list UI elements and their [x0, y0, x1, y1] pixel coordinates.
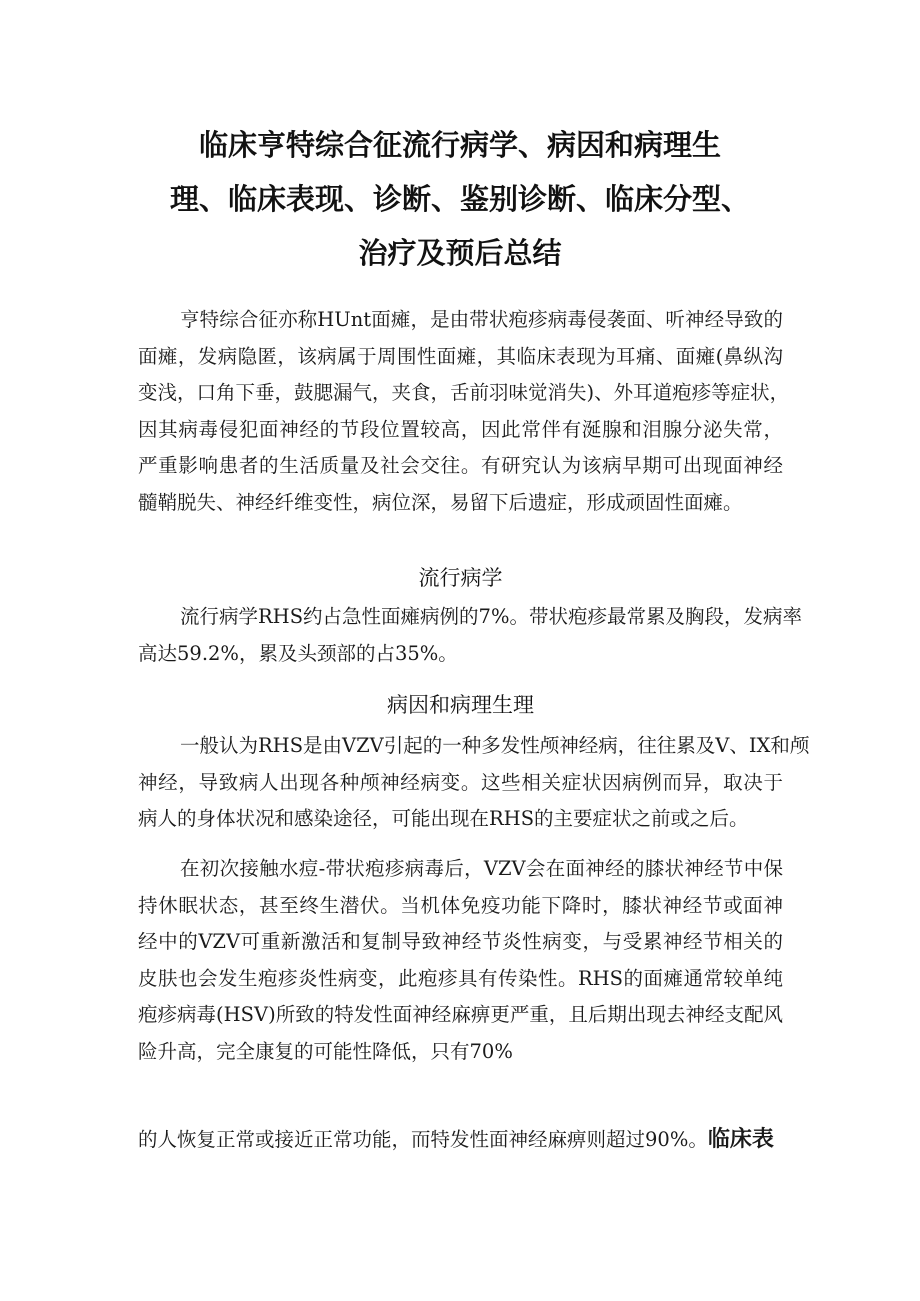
document-title: [100, 118, 820, 280]
etiology-paragraph-1: [138, 728, 810, 838]
paragraph-line: 严重影响患者的生活质量及社会交往。有研究认为该病早期可出现面神经: [138, 454, 783, 477]
paragraph-line: 流行病学RHS约占急性面瘫病例的7%。带状疱疹最常累及胸段，发病率: [180, 605, 802, 628]
paragraph-line: 病人的身体状况和感染途径，可能出现在RHS的主要症状之前或之后。: [138, 807, 749, 830]
paragraph-line: 高达59.2%，累及头颈部的占35%。: [138, 641, 458, 665]
section-heading-epidemiology: 流行病学: [418, 566, 503, 590]
paragraph-line: 面瘫，发病隐匿，该病属于周围性面瘫，其临床表现为耳痛、面瘫(鼻纵沟: [138, 344, 783, 368]
title-line: 理、临床表现、诊断、鉴别诊断、临床分型、: [169, 182, 750, 216]
paragraph-line: 变浅，口角下垂，鼓腮漏气，夹食，舌前羽味觉消失)、外耳道疱疹等症状，: [138, 381, 790, 404]
paragraph-line: 险升高，完全康复的可能性降低，只有70%: [138, 1039, 513, 1063]
next-heading-fragment: 临床表: [707, 1127, 774, 1152]
title-line: 治疗及预后总结: [358, 236, 562, 270]
paragraph-line: 经中的VZV可重新激活和复制导致神经节炎性病变，与受累神经节相关的: [138, 930, 783, 953]
etiology-paragraph-2: [138, 851, 783, 1070]
paragraph-line: 疱疹病毒(HSV)所致的特发性面神经麻痹更严重，且后期出现去神经支配风: [138, 1003, 783, 1026]
continuation-paragraph: [138, 1122, 783, 1159]
paragraph-line: 一般认为RHS是由VZV引起的一种多发性颅神经病，往往累及V、IX和颅: [180, 734, 810, 757]
intro-paragraph: [138, 302, 790, 521]
title-line: 临床亨特综合征流行病学、病因和病理生: [198, 128, 721, 162]
epidemiology-paragraph: [138, 599, 802, 672]
paragraph-line: 皮肤也会发生疱疹炎性病变，此疱疹具有传染性。RHS的面瘫通常较单纯: [138, 966, 783, 990]
paragraph-line: 神经，导致病人出现各种颅神经病变。这些相关症状因病例而异，取决于: [138, 770, 783, 794]
paragraph-line: 持休眠状态，甚至终生潜伏。当机体免疫功能下降时，膝状神经节或面神: [138, 893, 783, 917]
section-heading-etiology: 病因和病理生理: [387, 693, 534, 717]
paragraph-line: 髓鞘脱失、神经纤维变性，病位深，易留下后遗症，形成顽固性面瘫。: [138, 490, 743, 514]
paragraph-line: [138, 1122, 783, 1159]
paragraph-line: 亨特综合征亦称HUnt面瘫，是由带状疱疹病毒侵袭面、听神经导致的: [180, 308, 783, 331]
continuation-text: 的人恢复正常或接近正常功能，而特发性面神经麻痹则超过90%。: [138, 1128, 708, 1151]
paragraph-line: 在初次接触水痘-带状疱疹病毒后，VZV会在面神经的膝状神经节中保: [180, 857, 783, 880]
paragraph-line: 因其病毒侵犯面神经的节段位置较高，因此常伴有涎腺和泪腺分泌失常，: [138, 417, 783, 441]
